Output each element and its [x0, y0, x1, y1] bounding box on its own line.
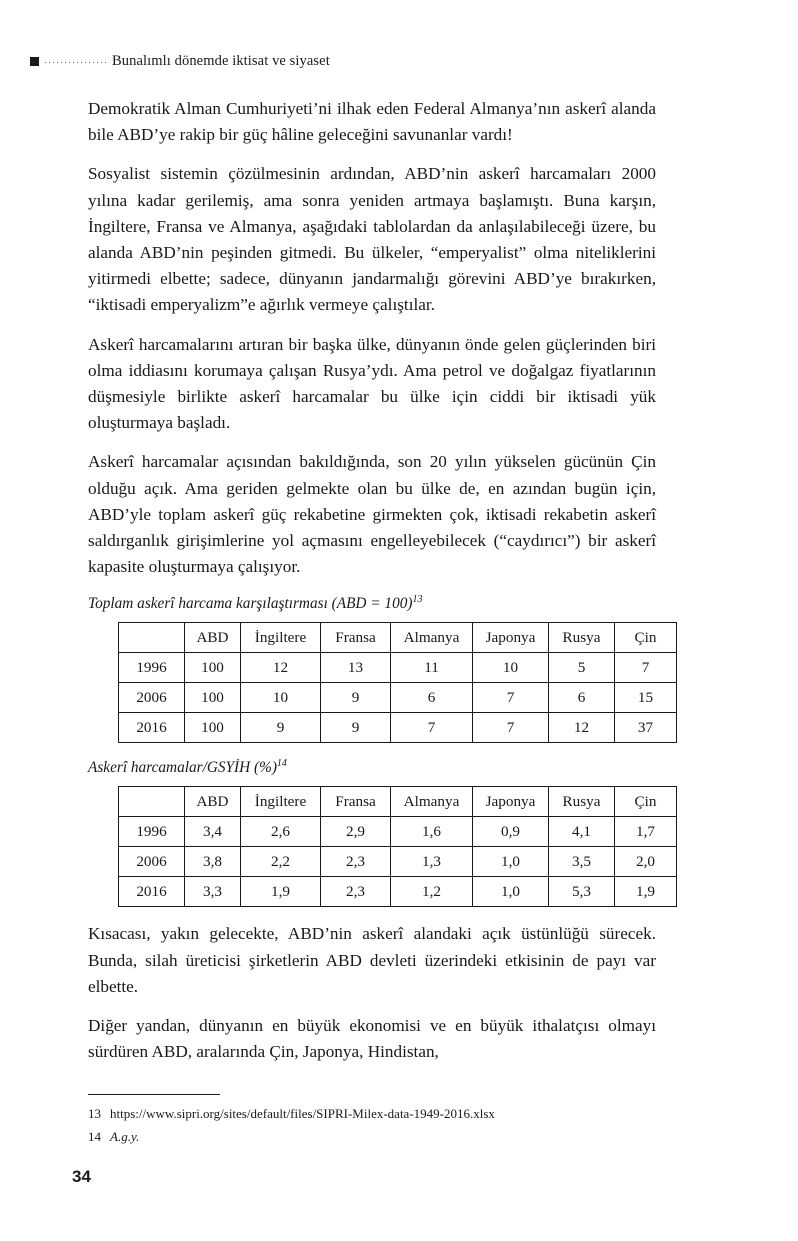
running-head-title: Bunalımlı dönemde iktisat ve siyaset: [112, 52, 330, 69]
table-cell: 100: [185, 653, 241, 683]
column-header: Çin: [615, 787, 677, 817]
paragraph: Demokratik Alman Cumhuriyeti’ni ilhak eden Federal Almanya’nın askerî alanda bile ABD’ye rakip bir güç hâline geleceğini savunanlar vardı!: [88, 99, 656, 145]
table-cell: 1,3: [391, 847, 473, 877]
footnote-area: [88, 1094, 656, 1149]
table-cell: 7: [615, 653, 677, 683]
table-cell: 1,7: [615, 817, 677, 847]
table-cell: 3,3: [185, 877, 241, 907]
table-cell: 1,0: [473, 877, 549, 907]
table-cell: 2,6: [241, 817, 321, 847]
column-header: Fransa: [321, 787, 391, 817]
table-cell: 1,9: [241, 877, 321, 907]
running-head: [30, 50, 738, 72]
table-cell: 1,6: [391, 817, 473, 847]
column-header: Rusya: [549, 787, 615, 817]
row-header-year: 1996: [119, 653, 185, 683]
row-header-year: 2016: [119, 877, 185, 907]
column-header: [119, 787, 185, 817]
column-header: ABD: [185, 787, 241, 817]
table-caption: [88, 593, 656, 615]
text-column: [88, 96, 656, 1065]
column-header: [119, 623, 185, 653]
column-header: Çin: [615, 623, 677, 653]
table-caption-text: Toplam askerî harcama karşılaştırması (ABD = 100): [88, 595, 413, 613]
table-cell: 12: [549, 713, 615, 743]
table-cell: 7: [473, 713, 549, 743]
table-cell: 37: [615, 713, 677, 743]
footnote-text: A.g.y.: [110, 1129, 140, 1144]
column-header: Japonya: [473, 787, 549, 817]
military-spending-gdp-table: [118, 786, 677, 907]
footnote-separator-rule: [88, 1094, 220, 1095]
military-spending-index-table: [118, 622, 677, 743]
paragraph: Askerî harcamalarını artıran bir başka ülke, dünyanın önde gelen güçlerinden biri olma iddiasını korumaya çalışan Rusya’ydı. Ama petrol ve doğalgaz fiyatlarının düşmesiyle birlikte askerî harcamalar bu ülke için ciddi bir iktisadi yük oluşturmaya başladı.: [88, 334, 656, 433]
table-cell: 2,2: [241, 847, 321, 877]
column-header: İngiltere: [241, 787, 321, 817]
footnote-number: 13: [88, 1106, 101, 1121]
column-header: İngiltere: [241, 623, 321, 653]
table-cell: 9: [321, 683, 391, 713]
table-cell: 12: [241, 653, 321, 683]
paragraph: Diğer yandan, dünyanın en büyük ekonomisi ve en büyük ithalatçısı olmayı sürdüren ABD, aralarında Çin, Japonya, Hindistan,: [88, 1016, 656, 1062]
footnote-number: 14: [88, 1129, 101, 1144]
footnote: [88, 1126, 656, 1147]
table-cell: 15: [615, 683, 677, 713]
table-row: [119, 847, 677, 877]
table-cell: 3,4: [185, 817, 241, 847]
table-cell: 6: [391, 683, 473, 713]
table-cell: 5: [549, 653, 615, 683]
row-header-year: 2006: [119, 847, 185, 877]
table-cell: 100: [185, 683, 241, 713]
table-cell: 10: [473, 653, 549, 683]
table-cell: 4,1: [549, 817, 615, 847]
footnote-reference: 14: [276, 758, 287, 770]
table-caption-text: Askerî harcamalar/GSYİH (%): [88, 759, 277, 777]
row-header-year: 1996: [119, 817, 185, 847]
table-cell: 9: [241, 713, 321, 743]
table-cell: 1,0: [473, 847, 549, 877]
table-cell: 3,5: [549, 847, 615, 877]
footnote-reference: 13: [412, 594, 423, 606]
row-header-year: 2016: [119, 713, 185, 743]
table-row: [119, 713, 677, 743]
column-header: Japonya: [473, 623, 549, 653]
table-cell: 2,0: [615, 847, 677, 877]
table-cell: 7: [473, 683, 549, 713]
table-cell: 100: [185, 713, 241, 743]
dotted-leader-icon: [45, 62, 107, 63]
row-header-year: 2006: [119, 683, 185, 713]
table-row: [119, 653, 677, 683]
table-cell: 0,9: [473, 817, 549, 847]
table-cell: 3,8: [185, 847, 241, 877]
table-cell: 1,9: [615, 877, 677, 907]
table-cell: 2,3: [321, 847, 391, 877]
table-cell: 2,9: [321, 817, 391, 847]
paragraph: Sosyalist sistemin çözülmesinin ardından, ABD’nin askerî harcamaları 2000 yılına kadar gerilemiş, ama sonra yeniden artmaya başlamıştı. Buna karşın, İngiltere, Fransa ve Almanya, aşağıdaki tablolardan da anlaşılabileceği üzere, bu alanda ABD’nin peşinden gitmedi. Bu ülkeler, “emperyalist” olma niteliklerini yitirmedi elbette; sadece, dünyanın jandarmalığı görevini ABD’ye bırakırken, “iktisadi emperyalizm”e ağırlık vermeye çalıştılar.: [88, 164, 656, 315]
table-cell: 7: [391, 713, 473, 743]
paragraph: Kısacası, yakın gelecekte, ABD’nin askerî alandaki açık üstünlüğü sürecek. Bunda, silah üreticisi şirketlerin ABD devleti üzerindeki etkisinin de payı var elbette.: [88, 924, 656, 996]
table-cell: 2,3: [321, 877, 391, 907]
table-cell: 11: [391, 653, 473, 683]
table-row: [119, 817, 677, 847]
table-row: [119, 683, 677, 713]
column-header: Almanya: [391, 623, 473, 653]
table-cell: 5,3: [549, 877, 615, 907]
paragraph: Askerî harcamalar açısından bakıldığında, son 20 yılın yükselen gücünün Çin olduğu açık. Ama geriden gelmekte olan bu ülke de, en azından bugün için, ABD’yle toplam askerî güç rekabetine girmekten çok, iktisadi rekabetin askerî saldırganlık girişimlerine yol açmasını engelleyebilecek (“caydırıcı”) bir askerî kapasite oluşturmaya çalışıyor.: [88, 452, 656, 577]
table-cell: 10: [241, 683, 321, 713]
table-cell: 6: [549, 683, 615, 713]
column-header: Rusya: [549, 623, 615, 653]
footnote-text[interactable]: https://www.sipri.org/sites/default/files/SIPRI-Milex-data-1949-2016.xlsx: [110, 1106, 495, 1121]
footnote: [88, 1103, 656, 1124]
column-header: ABD: [185, 623, 241, 653]
column-header: Almanya: [391, 787, 473, 817]
square-bullet-icon: [30, 57, 39, 66]
page-number: 34: [72, 1167, 91, 1186]
table-cell: 13: [321, 653, 391, 683]
table-header-row: [119, 623, 677, 653]
table-cell: 9: [321, 713, 391, 743]
table-cell: 1,2: [391, 877, 473, 907]
column-header: Fransa: [321, 623, 391, 653]
table-caption: [88, 757, 656, 779]
table-row: [119, 877, 677, 907]
table-header-row: [119, 787, 677, 817]
